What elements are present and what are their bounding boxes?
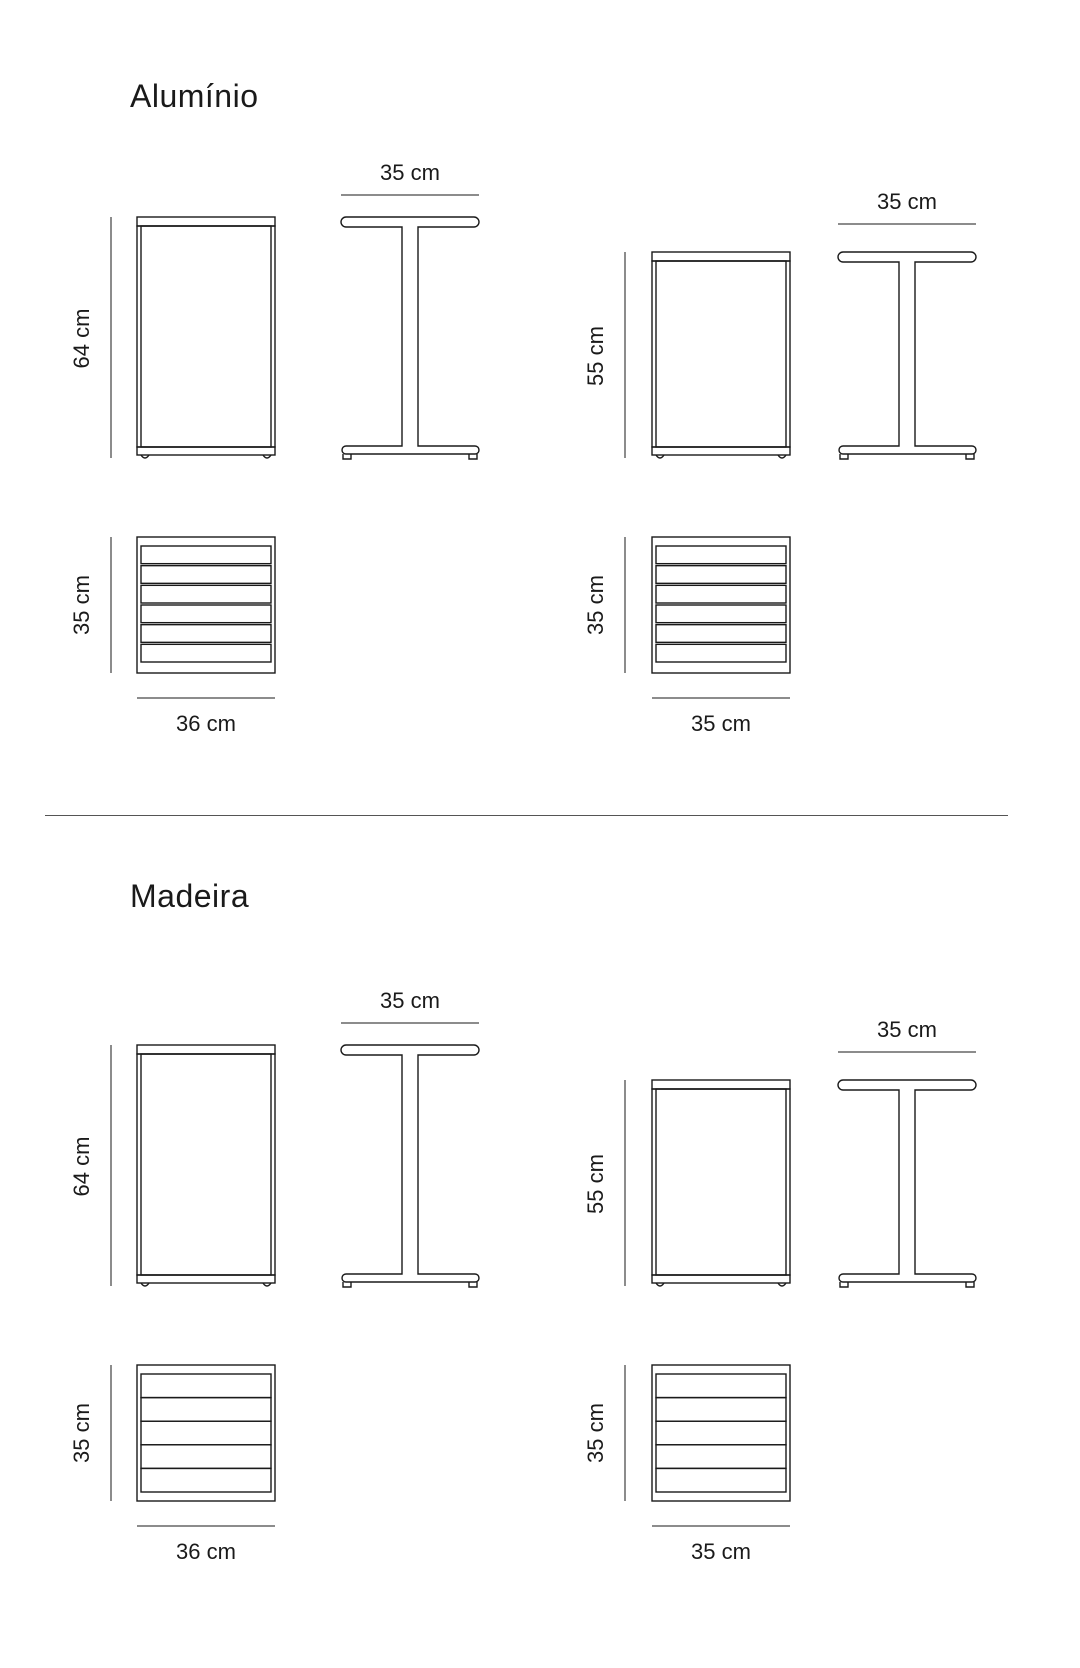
- side-view: [838, 1017, 976, 1287]
- table-madeira-2: [583, 1017, 976, 1564]
- section-title-aluminio: Alumínio: [130, 78, 259, 114]
- front-view: [137, 217, 275, 458]
- table-aluminio-1: [69, 160, 479, 736]
- slat: [656, 1398, 786, 1422]
- side-width-label: 35 cm: [877, 1017, 937, 1042]
- slat: [141, 605, 271, 623]
- slat: [141, 644, 271, 662]
- slat: [141, 1445, 271, 1469]
- slat: [656, 585, 786, 603]
- top-depth-label: 35 cm: [69, 1403, 94, 1463]
- height-label: 55 cm: [583, 1154, 608, 1214]
- top-view: [69, 537, 275, 736]
- section-title-madeira: Madeira: [130, 878, 250, 914]
- top-width-label: 36 cm: [176, 711, 236, 736]
- height-label: 64 cm: [69, 1136, 94, 1197]
- slat: [141, 1468, 271, 1492]
- table-aluminio-2: [583, 189, 976, 736]
- slat: [656, 605, 786, 623]
- slat: [141, 1398, 271, 1422]
- top-depth-label: 35 cm: [69, 575, 94, 635]
- front-view: [652, 252, 790, 458]
- slat: [656, 1421, 786, 1445]
- slat: [656, 644, 786, 662]
- slat: [656, 625, 786, 643]
- slat: [141, 585, 271, 603]
- height-label: 64 cm: [69, 308, 94, 369]
- side-view: [341, 160, 479, 459]
- slat: [656, 1468, 786, 1492]
- slat: [141, 546, 271, 564]
- height-label: 55 cm: [583, 326, 608, 386]
- top-depth-label: 35 cm: [583, 1403, 608, 1463]
- slat: [141, 1421, 271, 1445]
- front-view: [652, 1080, 790, 1286]
- top-view: [583, 1365, 790, 1564]
- slat: [141, 566, 271, 584]
- top-depth-label: 35 cm: [583, 575, 608, 635]
- top-width-label: 36 cm: [176, 1539, 236, 1564]
- table-madeira-1: [69, 988, 479, 1564]
- slat: [141, 625, 271, 643]
- slat: [656, 566, 786, 584]
- top-width-label: 35 cm: [691, 711, 751, 736]
- slat: [141, 1374, 271, 1398]
- slat: [656, 1445, 786, 1469]
- side-width-label: 35 cm: [877, 189, 937, 214]
- top-view: [69, 1365, 275, 1564]
- slat: [656, 1374, 786, 1398]
- side-width-label: 35 cm: [380, 988, 440, 1013]
- side-view: [838, 189, 976, 459]
- slat: [656, 546, 786, 564]
- top-width-label: 35 cm: [691, 1539, 751, 1564]
- side-width-label: 35 cm: [380, 160, 440, 185]
- side-view: [341, 988, 479, 1287]
- front-view: [137, 1045, 275, 1286]
- top-view: [583, 537, 790, 736]
